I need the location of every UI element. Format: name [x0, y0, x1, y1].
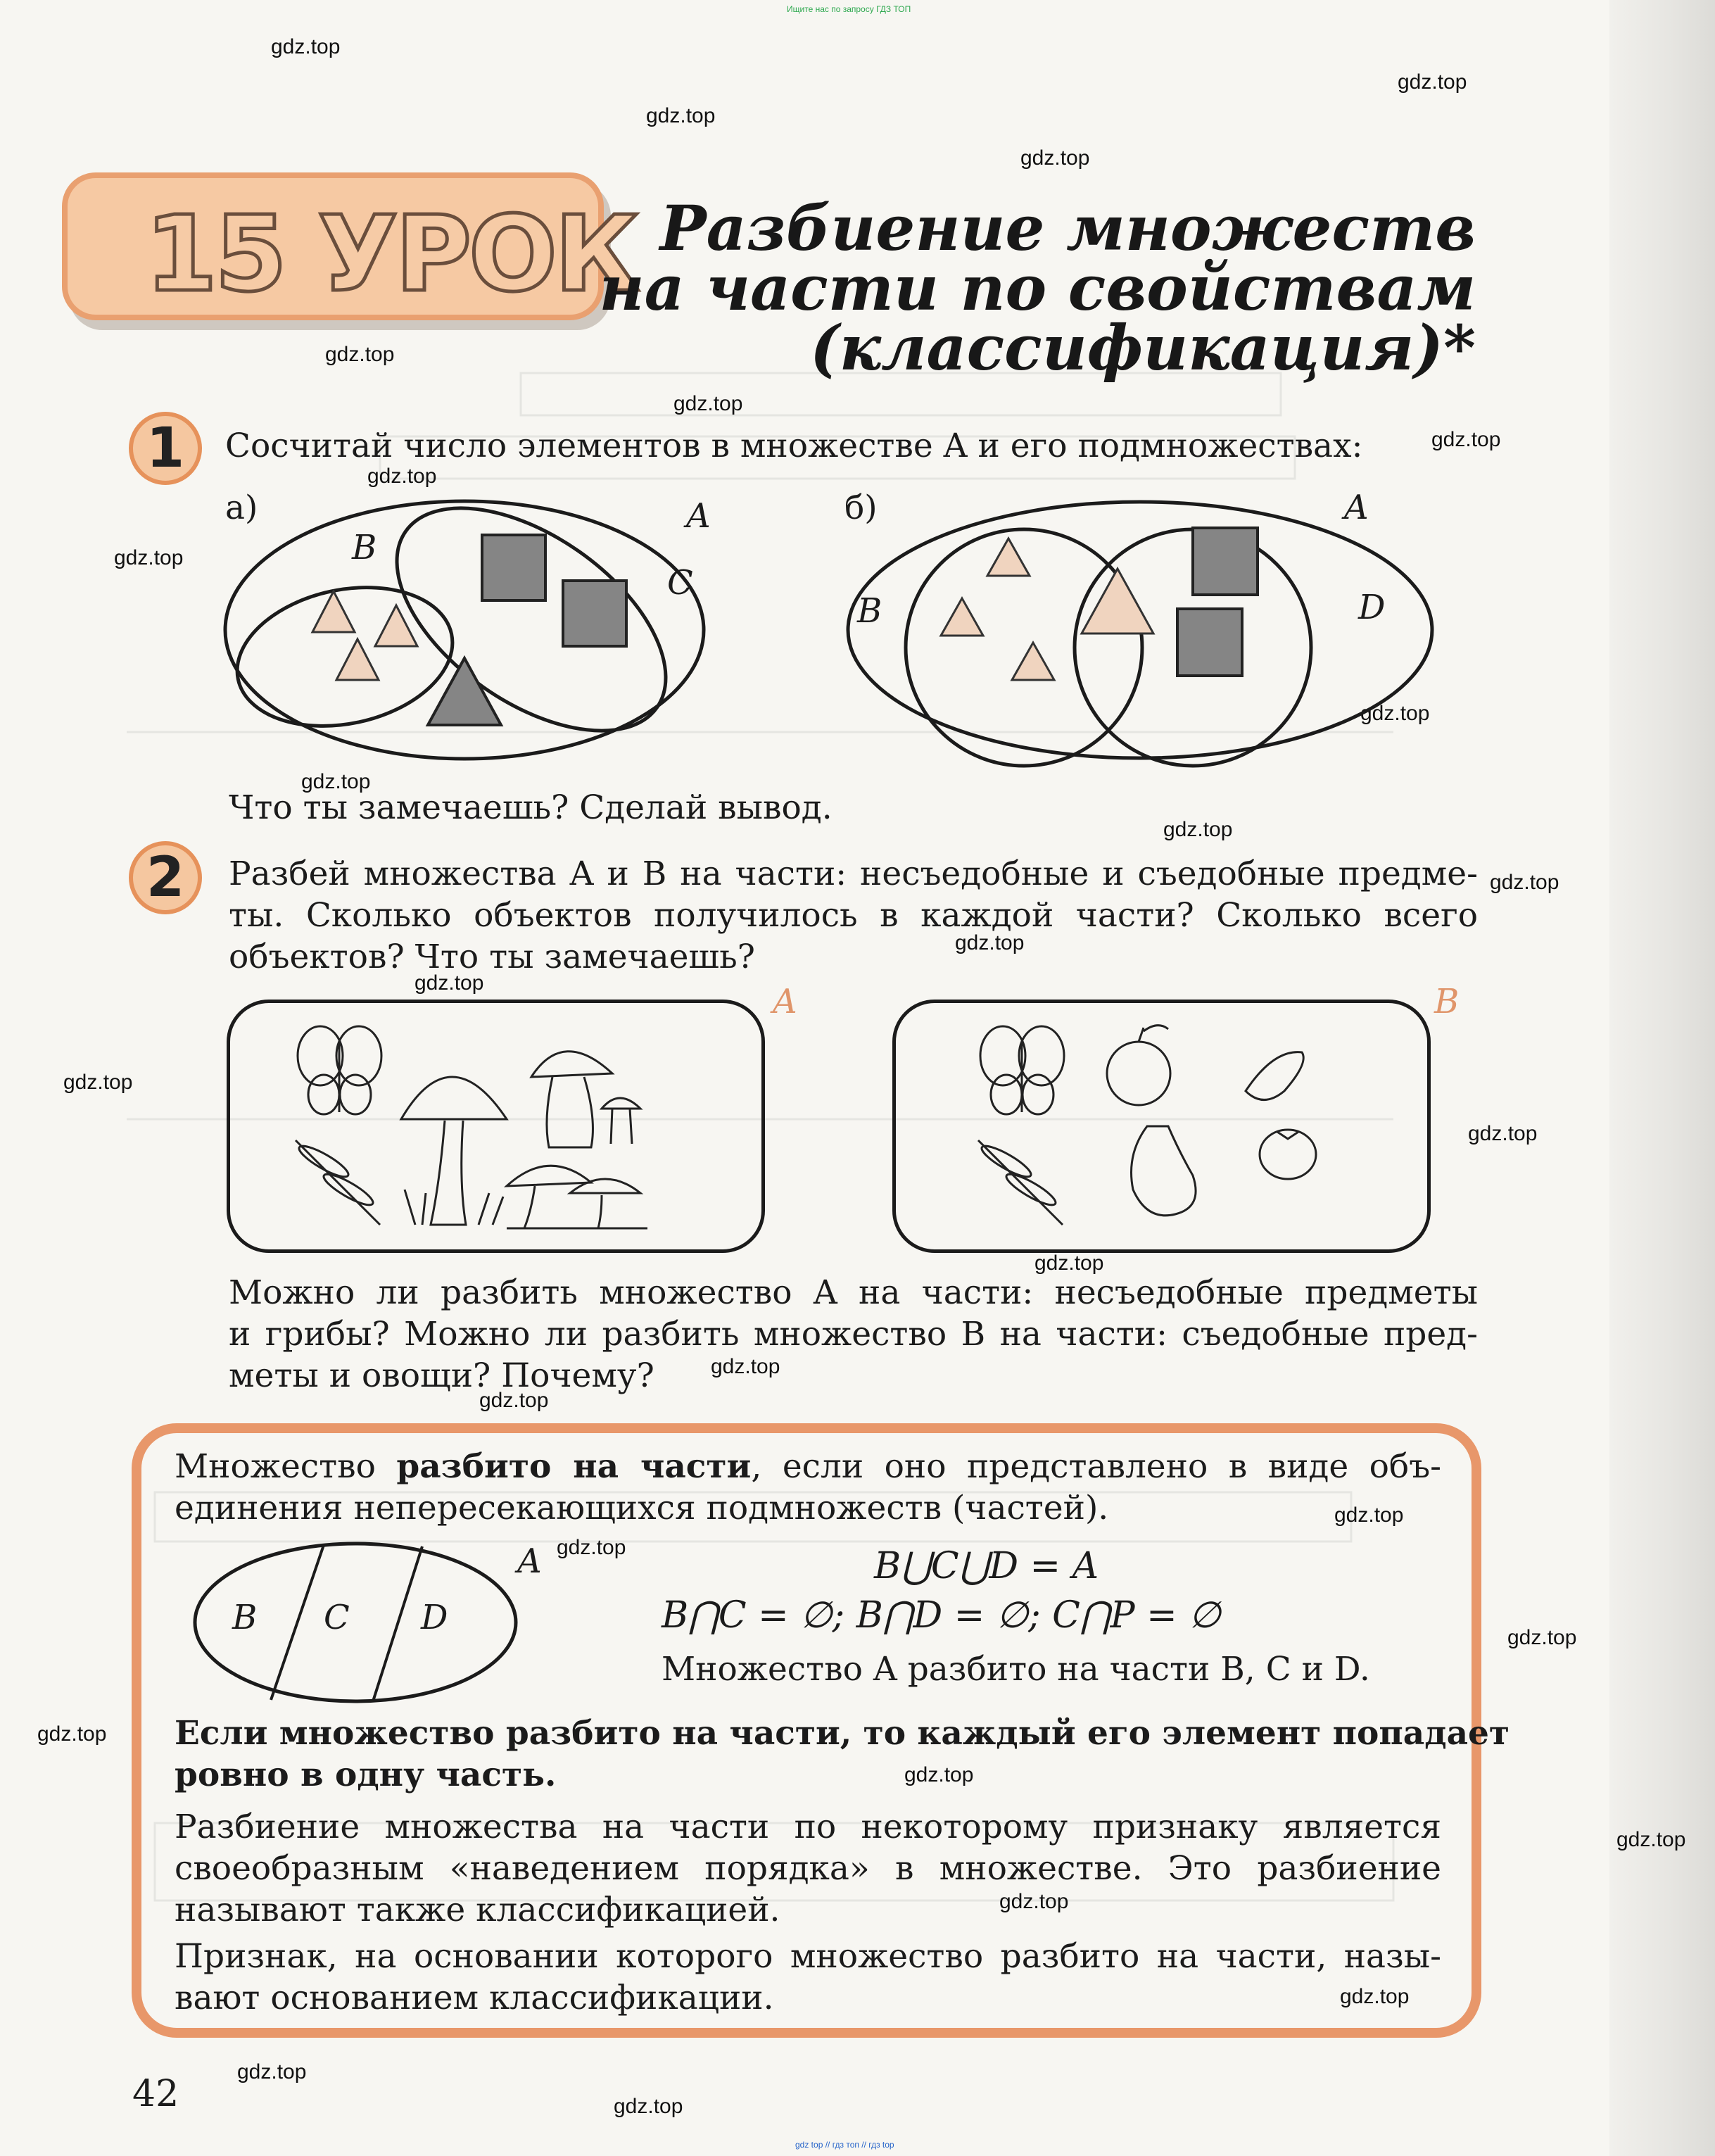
intersection-formulas: B⋂C = ∅; B⋂D = ∅; C⋂P = ∅ — [662, 1594, 1221, 1637]
watermark: gdz.top — [1340, 1985, 1410, 2008]
watermark: gdz.top — [904, 1763, 974, 1786]
watermark: gdz.top — [1360, 702, 1430, 725]
triangle-shape — [1082, 569, 1153, 633]
watermark: gdz.top — [114, 546, 184, 569]
triangle-shape — [941, 598, 983, 636]
task2-text-line: объектов? Что ты замечаешь? — [229, 938, 755, 976]
task-number-1: 1 — [129, 412, 202, 485]
cucumber-icon — [1246, 1052, 1303, 1100]
set-B-outline — [224, 569, 466, 745]
label-D: D — [421, 1598, 448, 1637]
watermark: gdz.top — [1431, 428, 1501, 451]
watermark: gdz.top — [1468, 1122, 1538, 1145]
butterfly-icon — [298, 1026, 381, 1114]
mushroom-cluster-icon — [507, 1166, 647, 1228]
set-B-illustrations — [964, 1014, 1358, 1239]
triangle-shape — [312, 591, 355, 632]
watermark: gdz.top — [1020, 146, 1090, 170]
partition-line — [271, 1545, 324, 1700]
task1-question: Что ты замечаешь? Сделай вывод. — [229, 788, 833, 827]
label-A: A — [517, 1542, 542, 1581]
watermark: gdz.top — [999, 1890, 1069, 1913]
square-shape — [1177, 609, 1242, 676]
task2-follow-line: и грибы? Можно ли разбить множество B на части: съедобные пред- — [229, 1315, 1478, 1354]
label-C: C — [324, 1598, 350, 1637]
label-D: D — [1358, 588, 1386, 627]
label-B: B — [232, 1598, 258, 1637]
venn-diagram-b — [834, 486, 1450, 774]
rule-conclusion: Множество A разбито на части B, C и D. — [662, 1650, 1370, 1689]
label-C: C — [667, 563, 693, 603]
rule-paragraph-line: своеобразным «наведением порядка» в множестве. Это разбиение — [175, 1849, 1441, 1888]
watermark: gdz.top — [237, 2060, 307, 2083]
rule-paragraph-line: называют также классификацией. — [175, 1891, 780, 1929]
watermark: gdz.top — [367, 465, 437, 488]
diagram-a-label: а) — [225, 488, 258, 527]
label-A: A — [1344, 488, 1369, 527]
label-B: B — [1434, 982, 1460, 1021]
porcini-mushroom-icon — [531, 1052, 640, 1147]
label-B: B — [857, 591, 882, 631]
pear-icon — [1132, 1126, 1196, 1216]
square-shape — [482, 535, 545, 600]
lesson-badge — [62, 172, 637, 320]
label-B: B — [352, 528, 377, 567]
rule-intro-line: единения непересекающихся подмножеств (частей). — [175, 1489, 1109, 1527]
task2-text-line: ты. Сколько объектов получилось в каждой части? Сколько всего — [229, 896, 1478, 935]
watermark: gdz.top — [1398, 70, 1467, 94]
watermark: gdz.top — [673, 392, 743, 415]
partition-line — [373, 1546, 422, 1701]
watermark: gdz.top — [711, 1355, 780, 1378]
rule-intro-text: Множество разбито на части, если оно представлено в виде объ- — [175, 1447, 1441, 1486]
bold-rule-line: Если множество разбито на части, то каждый его элемент попадает — [175, 1714, 1510, 1753]
label-A: A — [773, 982, 797, 1021]
triangle-shape — [1012, 643, 1054, 680]
watermark: gdz.top — [1490, 871, 1559, 894]
rule-intro-line — [175, 1446, 1441, 1487]
watermark: gdz.top — [1616, 1828, 1686, 1851]
watermark: gdz.top — [414, 971, 484, 995]
page-number: 42 — [132, 2073, 179, 2115]
lesson-title — [599, 191, 1476, 384]
triangle-shape — [987, 538, 1030, 576]
watermark: gdz.top — [646, 104, 716, 127]
dragonfly-icon — [978, 1140, 1063, 1225]
lesson-title-line: (классификация)* — [809, 311, 1476, 384]
set-A-illustrations — [281, 1014, 676, 1239]
watermark: gdz.top — [271, 35, 341, 58]
venn-diagram-a — [211, 486, 718, 774]
butterfly-icon — [980, 1026, 1064, 1114]
task2-text-line: Разбей множества A и B на части: несъедобные и съедобные предме- — [229, 855, 1478, 893]
rule-paragraph-line: вают основанием классификации. — [175, 1979, 774, 2017]
watermark: gdz.top — [63, 1071, 133, 1094]
task2-follow-line: Можно ли разбить множество A на части: несъедобные предметы — [229, 1273, 1478, 1312]
triangle-shape — [336, 639, 379, 680]
watermark: gdz.top — [955, 931, 1025, 954]
watermark: gdz.top — [614, 2095, 683, 2118]
site-note: Ищите нас по запросу ГДЗ ТОП — [787, 4, 911, 14]
dragonfly-icon — [296, 1140, 380, 1225]
watermark: gdz.top — [1334, 1503, 1404, 1527]
diagram-b-label: б) — [844, 488, 878, 527]
bold-term: разбито на части — [396, 1447, 752, 1486]
footer-note: gdz top // гдз топ // гдз top — [795, 2140, 894, 2150]
lesson-badge-text: 15 УРОК — [145, 194, 637, 315]
label-A: A — [686, 496, 711, 536]
square-shape — [563, 581, 626, 646]
watermark: gdz.top — [325, 343, 395, 366]
fly-agaric-mushroom-icon — [401, 1077, 507, 1225]
rule-paragraph-line: Признак, на основании которого множество разбито на части, назы- — [175, 1937, 1441, 1976]
task2-follow-line: меты и овощи? Почему? — [229, 1356, 654, 1395]
lesson-title-line: на части по свойствам — [599, 251, 1476, 324]
watermark: gdz.top — [37, 1722, 107, 1746]
rule-paragraph-line: Разбиение множества на части по некоторому признаку является — [175, 1808, 1441, 1846]
bold-rule-line: ровно в одну часть. — [175, 1755, 557, 1794]
task-number-2: 2 — [129, 841, 202, 914]
watermark: gdz.top — [301, 770, 371, 793]
watermark: gdz.top — [479, 1389, 549, 1412]
task1-text: Сосчитай число элементов в множестве A и его подмножествах: — [225, 427, 1363, 465]
watermark: gdz.top — [1163, 818, 1233, 841]
tomato-icon — [1260, 1130, 1316, 1179]
watermark: gdz.top — [1034, 1252, 1104, 1275]
apple-icon — [1107, 1026, 1170, 1105]
square-shape — [1193, 528, 1258, 595]
lesson-title-line: Разбиение множеств — [659, 191, 1476, 265]
watermark: gdz.top — [1507, 1626, 1577, 1649]
watermark: gdz.top — [557, 1536, 626, 1559]
union-formula: B⋃C⋃D = A — [874, 1545, 1099, 1587]
